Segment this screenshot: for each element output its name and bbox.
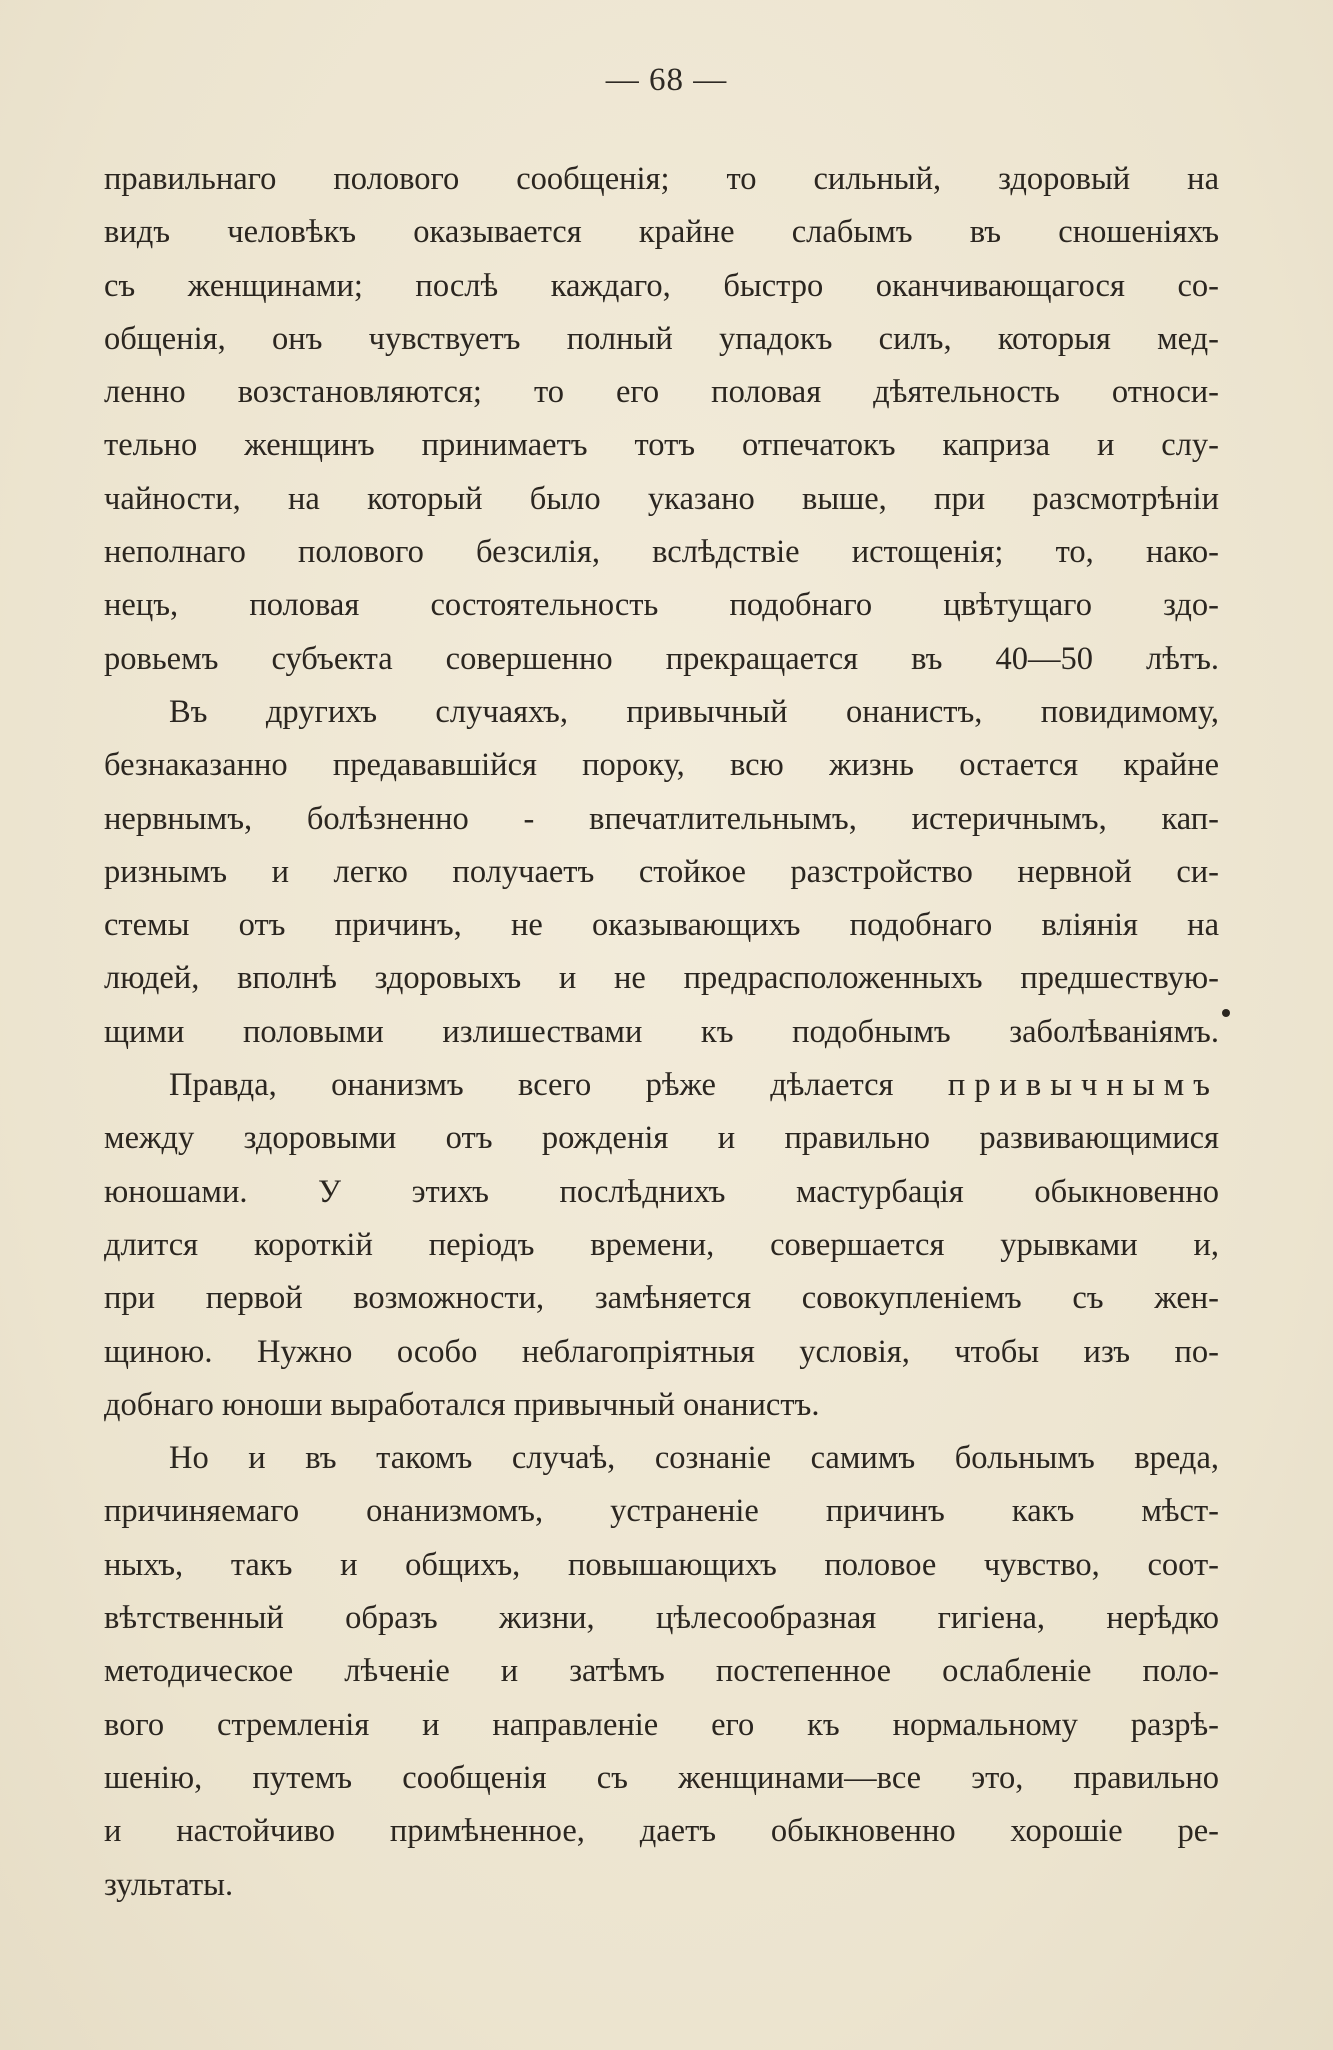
page-number: — 68 — [605,62,728,98]
spaced-emphasis: привычнымъ [947,1067,1219,1104]
text-line: съ женщинами; послѣ каждаго, быстро оканчивающагося со- [104,267,1219,304]
text-line: видъ человѣкъ оказывается крайне слабымъ въ сношеніяхъ [104,214,1219,251]
text-run: Правда, онанизмъ всего рѣже дѣлается [169,1067,948,1104]
text-line: правильнаго полового сообщенія; то сильный, здоровый на [104,161,1219,197]
text-line: ризнымъ и легко получаетъ стойкое разстройство нервной си- [104,853,1219,890]
body-text [104,153,1219,1912]
text-line: Въ другихъ случаяхъ, привычный онанистъ, повидимому, [169,693,1219,730]
text-line: причиняемаго онанизмомъ, устраненіе причинъ какъ мѣст- [104,1493,1219,1530]
text-line: при первой возможности, замѣняется совокупленіемъ съ жен- [104,1280,1219,1317]
text-line: добнаго юноши выработался привычный онанистъ. [104,1386,820,1423]
text-line: чайности, на который было указано выше, при разсмотрѣніи [104,480,1219,517]
text-line: между здоровыми отъ рожденія и правильно развивающимися [104,1120,1219,1157]
text-line: стемы отъ причинъ, не оказывающихъ подобнаго вліянія на [104,907,1219,944]
text-line: общенія, онъ чувствуетъ полный упадокъ силъ, которыя мед- [104,320,1219,357]
paragraph [104,1059,1219,1432]
text-line: юношами. У этихъ послѣднихъ мастурбація обыкновенно [104,1173,1219,1210]
text-line: вѣтственный образъ жизни, цѣлесообразная гигіена, нерѣдко [104,1600,1219,1637]
ink-speck [1222,1009,1230,1017]
text-line: безнаказанно предававшійся пороку, всю жизнь остается крайне [104,747,1219,784]
text-line: людей, вполнѣ здоровыхъ и не предрасположенныхъ предшествую- [104,960,1219,997]
text-line: нервнымъ, болѣзненно - впечатлительнымъ, истеричнымъ, кап- [104,800,1219,837]
text-line: тельно женщинъ принимаетъ тотъ отпечатокъ каприза и слу- [104,427,1219,464]
text-line: методическое лѣченіе и затѣмъ постепенное ослабленіе поло- [104,1653,1219,1690]
text-line [104,1059,1219,1112]
paragraph [104,153,1219,686]
text-line: зультаты. [104,1866,234,1903]
text-line: ленно возстановляются; то его половая дѣятельность относи- [104,374,1219,411]
text-line: Но и въ такомъ случаѣ, сознаніе самимъ больнымъ вреда, [169,1440,1219,1477]
text-line: ровьемъ субъекта совершенно прекращается въ 40—50 лѣтъ. [104,640,1219,677]
paragraph [104,1432,1219,1912]
paragraph [104,686,1219,1059]
text-line: длится короткій періодъ времени, совершается урывками и, [104,1226,1219,1263]
text-line: нецъ, половая состоятельность подобнаго цвѣтущаго здо- [104,587,1219,624]
text-line: неполнаго полового безсилія, вслѣдствіе истощенія; то, нако- [104,534,1219,571]
text-line: шенію, путемъ сообщенія съ женщинами—все это, правильно [104,1759,1219,1796]
text-line: щими половыми излишествами къ подобнымъ заболѣваніямъ. [104,1013,1219,1050]
text-line: и настойчиво примѣненное, даетъ обыкновенно хорошіе ре- [104,1813,1219,1850]
text-line: ныхъ, такъ и общихъ, повышающихъ половое чувство, соот- [104,1546,1219,1583]
text-line: щиною. Нужно особо неблагопріятныя условія, чтобы изъ по- [104,1333,1219,1370]
text-line: вого стремленія и направленіе его къ нормальному разрѣ- [104,1706,1219,1743]
